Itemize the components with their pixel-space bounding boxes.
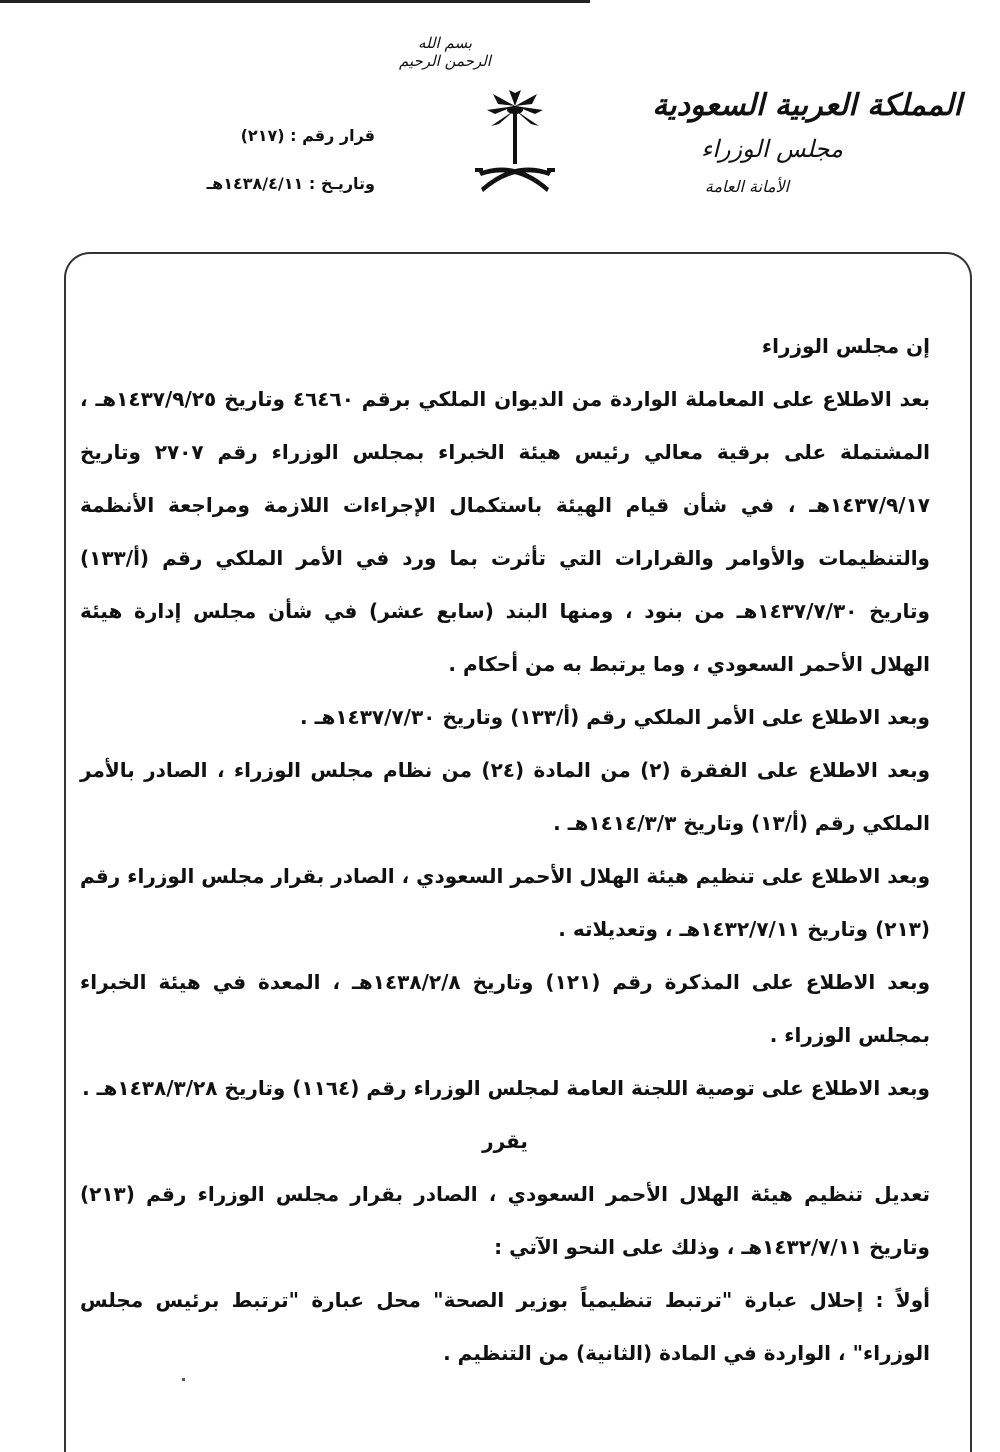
resolution-item-first: أولاً : إحلال عبارة "ترتبط تنظيمياً بوزير الصحة" محل عبارة "ترتبط برئيس مجلس الوزراء" ، الواردة في المادة (الثانية) من التنظيم . xyxy=(80,1288,930,1365)
scan-speck xyxy=(182,1378,185,1381)
kingdom-name: المملكة العربية السعودية xyxy=(652,88,962,123)
decision-date: وتاريـخ : ١٤٣٨/٤/١١هـ xyxy=(206,174,375,193)
opening-line: إن مجلس الوزراء xyxy=(761,334,930,358)
council-name: مجلس الوزراء xyxy=(700,135,844,163)
preamble-paragraph: وبعد الاطلاع على الأمر الملكي رقم (أ/١٣٣) وتاريخ ١٤٣٧/٧/٣٠هـ . xyxy=(300,705,930,729)
resolution-paragraph: تعديل تنظيم هيئة الهلال الأحمر السعودي ، الصادر بقرار مجلس الوزراء رقم (٢١٣) وتاريخ ١٤٣٢/٧/١١هـ ، وذلك على النحو الآتي : xyxy=(80,1182,930,1259)
decision-body xyxy=(80,320,930,1380)
preamble-paragraph: وبعد الاطلاع على تنظيم هيئة الهلال الأحمر السعودي ، الصادر بقرار مجلس الوزراء رقم (٢١٣) وتاريخ ١٤٣٢/٧/١١هـ ، وتعديلاته . xyxy=(80,864,930,941)
basmala: بسم الله الرحمن الرحيم xyxy=(399,34,491,70)
preamble-paragraph: وبعد الاطلاع على توصية اللجنة العامة لمجلس الوزراء رقم (١١٦٤) وتاريخ ١٤٣٨/٣/٢٨هـ . xyxy=(82,1076,930,1100)
preamble-paragraph: وبعد الاطلاع على المذكرة رقم (١٢١) وتاريخ ١٤٣٨/٢/٨هـ ، المعدة في هيئة الخبراء بمجلس الوزراء . xyxy=(80,970,930,1047)
decision-number: قرار رقم : (٢١٧) xyxy=(240,126,375,145)
preamble-paragraph: بعد الاطلاع على المعاملة الواردة من الديوان الملكي برقم ٤٦٤٦٠ وتاريخ ١٤٣٧/٩/٢٥هـ ، المشتملة على برقية معالي رئيس هيئة الخبراء بمجلس الوزراء رقم ٢٧٠٧ وتاريخ ١٤٣٧/٩/١٧هـ ، في شأن قيام الهيئة باستكمال الإجراءات اللازمة ومراجعة الأنظمة والتنظيمات والأوامر والقرارات التي تأثرت بما ورد في الأمر الملكي رقم (أ/١٣٣) وتاريخ ١٤٣٧/٧/٣٠هـ من بنود ، ومنها البند (سابع عشر) في شأن مجلس إدارة هيئة الهلال الأحمر السعودي ، وما يرتبط به من أحكام . xyxy=(80,387,930,676)
emblem-palm-swords-icon xyxy=(465,88,565,208)
preamble-paragraph: وبعد الاطلاع على الفقرة (٢) من المادة (٢٤) من نظام مجلس الوزراء ، الصادر بالأمر الملكي رقم (أ/١٣) وتاريخ ١٤١٤/٣/٣هـ . xyxy=(80,758,931,835)
top-rule xyxy=(0,0,590,3)
decides-heading: يقرر xyxy=(482,1129,528,1153)
decision-info xyxy=(105,112,375,208)
letterhead xyxy=(652,88,962,196)
secretariat-name: الأمانة العامة xyxy=(704,177,790,196)
